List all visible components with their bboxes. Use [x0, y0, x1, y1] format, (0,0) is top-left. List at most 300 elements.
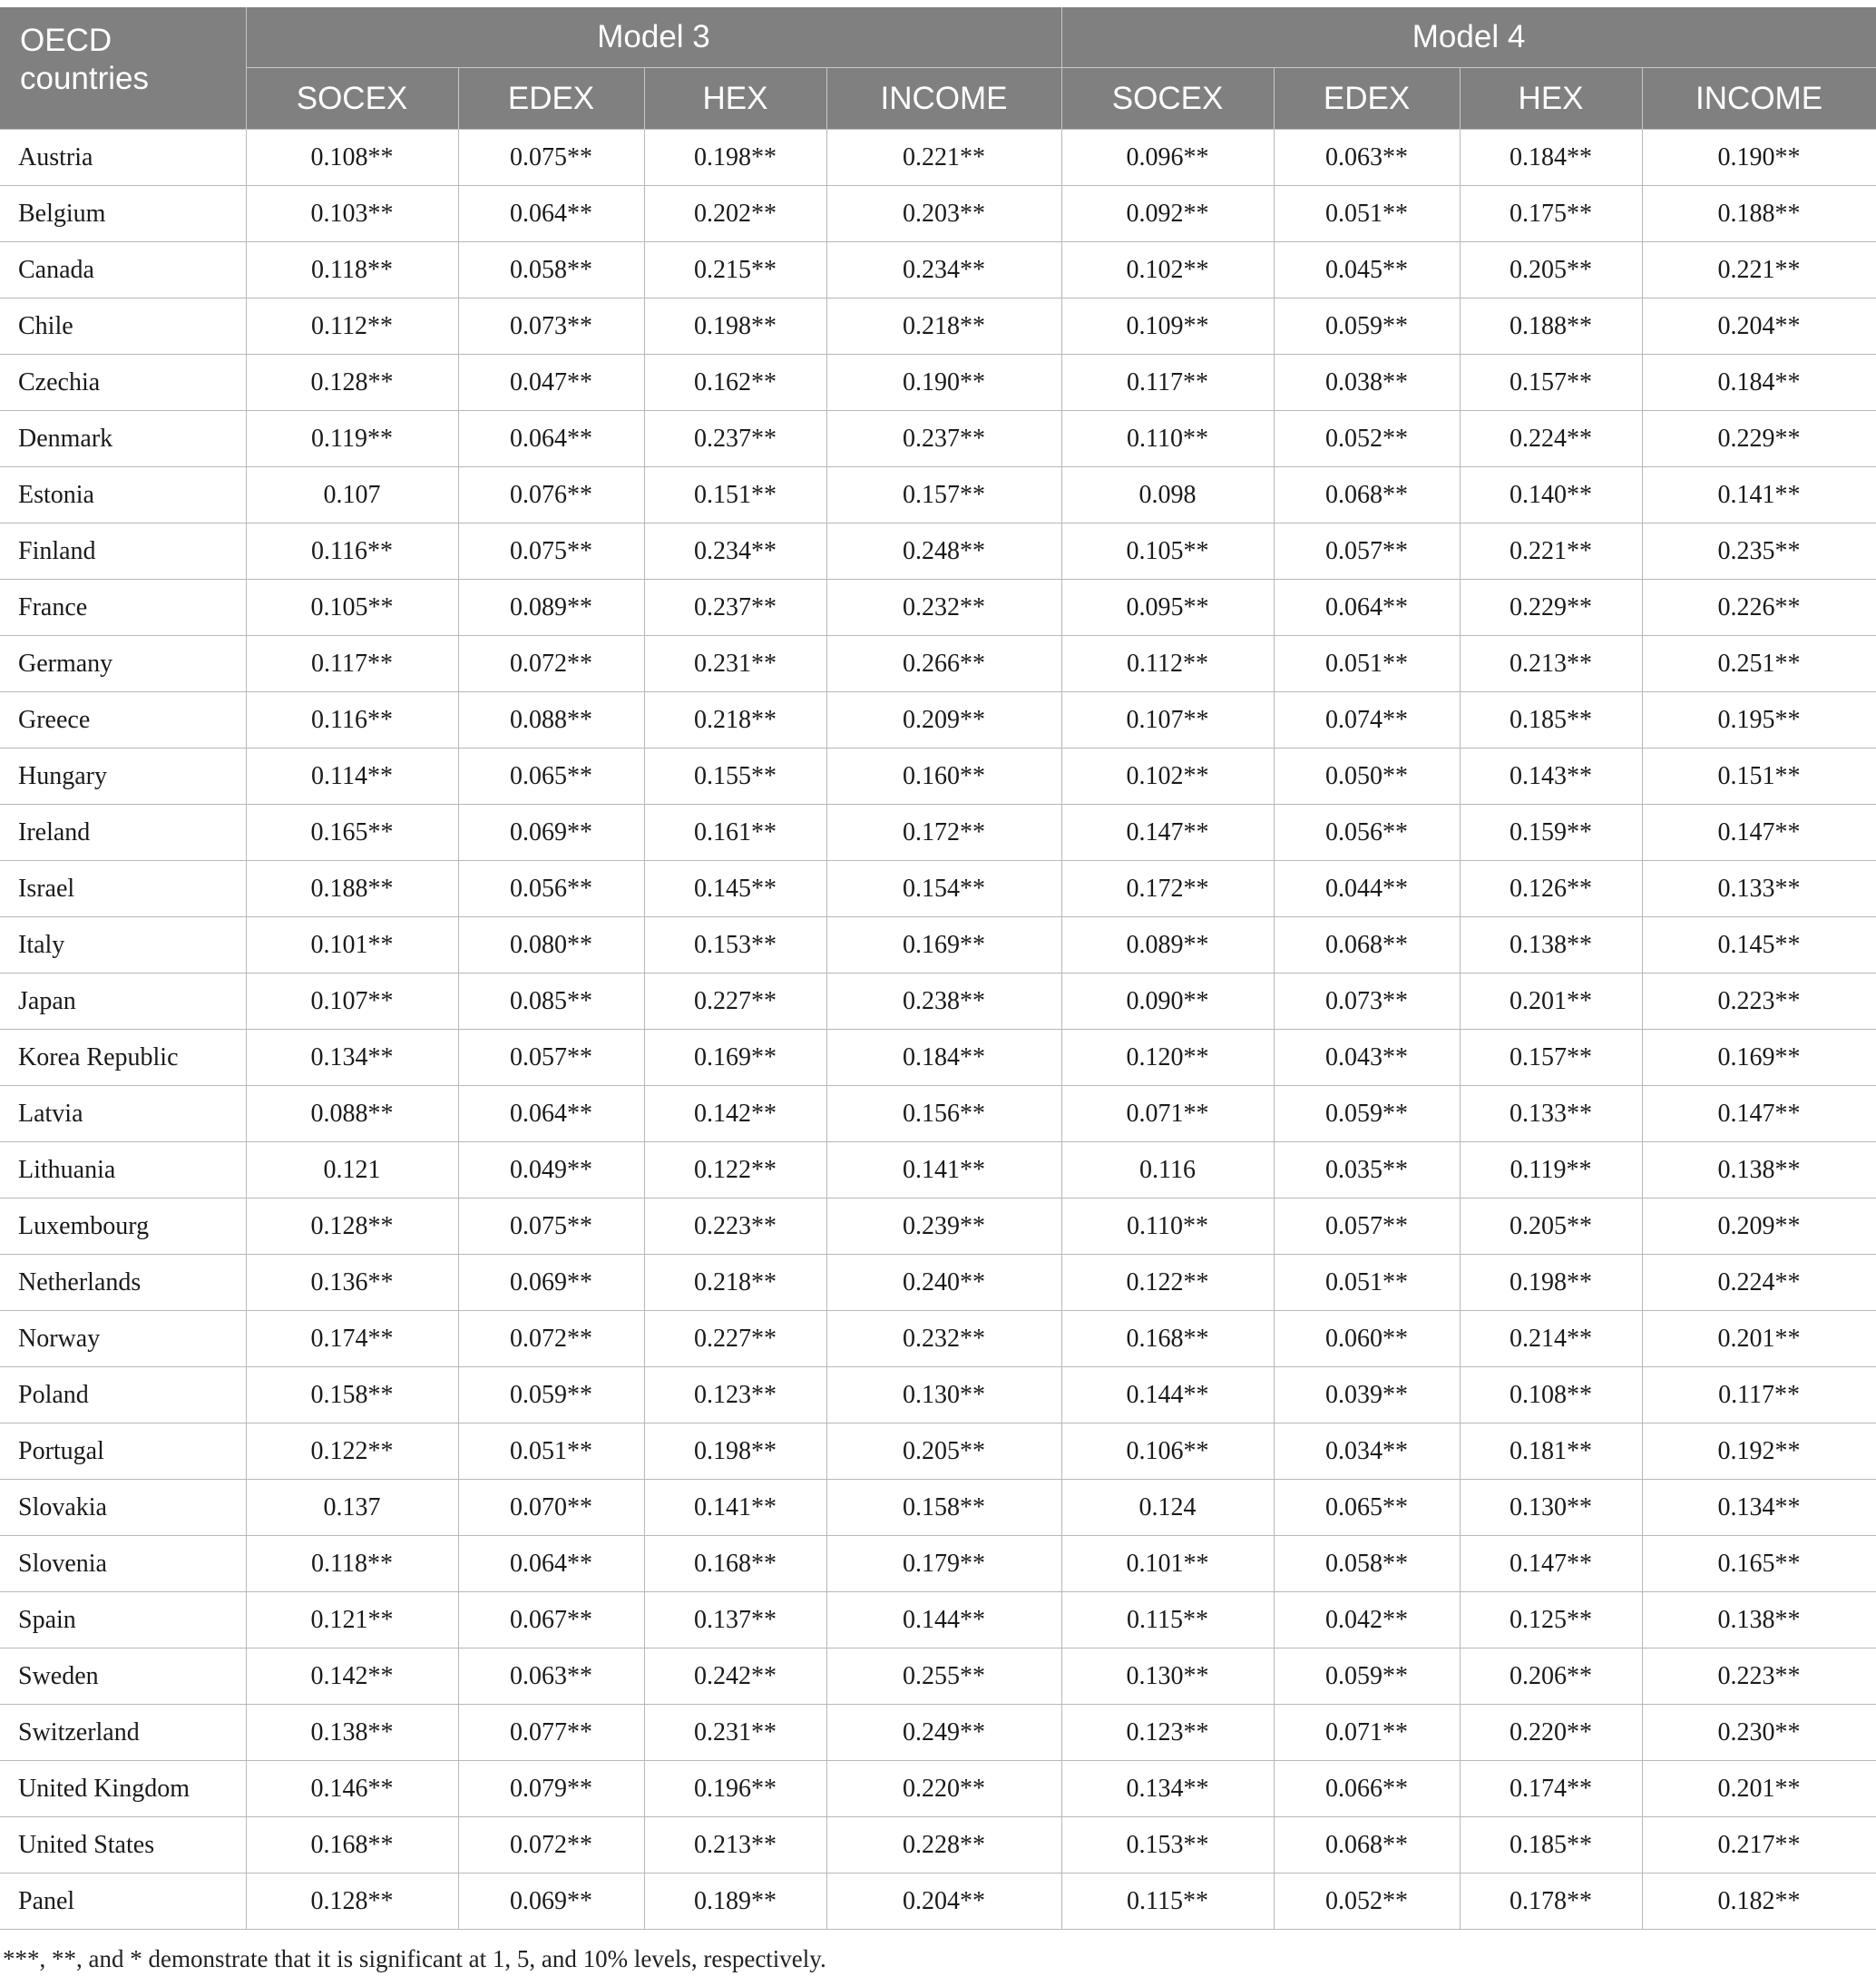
coefficient-cell: 0.039** [1274, 1367, 1460, 1423]
table-row [0, 636, 1876, 692]
coefficient-cell: 0.198** [644, 130, 826, 186]
coefficient-cell: 0.238** [826, 973, 1061, 1030]
coefficient-cell: 0.049** [458, 1142, 644, 1198]
coefficient-cell: 0.064** [458, 411, 644, 467]
coefficient-cell: 0.195** [1642, 692, 1876, 748]
table-row [0, 973, 1876, 1030]
table-row [0, 917, 1876, 973]
coefficient-cell: 0.068** [1274, 1817, 1460, 1873]
coefficient-cell: 0.242** [644, 1648, 826, 1705]
coefficient-cell: 0.058** [1274, 1536, 1460, 1592]
coefficient-cell: 0.248** [826, 523, 1061, 580]
column-header: EDEX [1274, 68, 1460, 130]
coefficient-cell: 0.090** [1061, 973, 1274, 1030]
coefficient-cell: 0.117** [1061, 355, 1274, 411]
coefficient-cell: 0.218** [644, 1255, 826, 1311]
coefficient-cell: 0.035** [1274, 1142, 1460, 1198]
table-body [0, 130, 1876, 1930]
coefficient-cell: 0.085** [458, 973, 644, 1030]
coefficient-cell: 0.162** [644, 355, 826, 411]
coefficient-cell: 0.154** [826, 861, 1061, 917]
coefficient-cell: 0.224** [1642, 1255, 1876, 1311]
coefficient-cell: 0.156** [826, 1086, 1061, 1142]
coefficient-cell: 0.076** [458, 467, 644, 523]
country-cell: Netherlands [0, 1255, 246, 1311]
coefficient-cell: 0.105** [1061, 523, 1274, 580]
coefficient-cell: 0.117** [1642, 1367, 1876, 1423]
coefficient-cell: 0.065** [458, 748, 644, 805]
country-cell: Lithuania [0, 1142, 246, 1198]
column-header: HEX [644, 68, 826, 130]
coefficient-cell: 0.204** [1642, 298, 1876, 355]
coefficient-cell: 0.056** [1274, 805, 1460, 861]
table-row [0, 1648, 1876, 1705]
coefficient-cell: 0.134** [1061, 1761, 1274, 1817]
country-cell: Estonia [0, 467, 246, 523]
coefficient-cell: 0.052** [1274, 1873, 1460, 1930]
coefficient-cell: 0.251** [1642, 636, 1876, 692]
coefficient-cell: 0.110** [1061, 1198, 1274, 1255]
country-cell: Austria [0, 130, 246, 186]
coefficient-cell: 0.115** [1061, 1873, 1274, 1930]
coefficient-cell: 0.237** [644, 411, 826, 467]
coefficient-cell: 0.059** [1274, 1086, 1460, 1142]
coefficient-cell: 0.128** [246, 1873, 458, 1930]
country-cell: Korea Republic [0, 1030, 246, 1086]
coefficient-cell: 0.056** [458, 861, 644, 917]
coefficient-cell: 0.188** [246, 861, 458, 917]
column-header: EDEX [458, 68, 644, 130]
coefficient-cell: 0.072** [458, 636, 644, 692]
coefficient-cell: 0.223** [1642, 1648, 1876, 1705]
coefficient-cell: 0.114** [246, 748, 458, 805]
coefficient-cell: 0.205** [1460, 1198, 1642, 1255]
table-row [0, 748, 1876, 805]
coefficient-cell: 0.159** [1460, 805, 1642, 861]
coefficient-cell: 0.184** [826, 1030, 1061, 1086]
coefficient-cell: 0.051** [1274, 636, 1460, 692]
table-row [0, 1761, 1876, 1817]
coefficient-cell: 0.058** [458, 242, 644, 298]
coefficient-cell: 0.190** [1642, 130, 1876, 186]
coefficient-cell: 0.073** [458, 298, 644, 355]
corner-header-line-2: countries [20, 61, 150, 96]
table-row [0, 1086, 1876, 1142]
country-cell: Poland [0, 1367, 246, 1423]
coefficient-cell: 0.095** [1061, 580, 1274, 636]
table-row [0, 1705, 1876, 1761]
coefficient-cell: 0.102** [1061, 748, 1274, 805]
coefficient-cell: 0.107** [246, 973, 458, 1030]
coefficient-cell: 0.232** [826, 1311, 1061, 1367]
coefficient-cell: 0.116** [246, 692, 458, 748]
country-cell: Ireland [0, 805, 246, 861]
coefficient-cell: 0.213** [644, 1817, 826, 1873]
coefficient-cell: 0.181** [1460, 1423, 1642, 1480]
coefficient-cell: 0.169** [1642, 1030, 1876, 1086]
coefficient-cell: 0.043** [1274, 1030, 1460, 1086]
coefficient-cell: 0.196** [644, 1761, 826, 1817]
coefficient-cell: 0.121** [246, 1592, 458, 1648]
coefficient-cell: 0.057** [458, 1030, 644, 1086]
column-header: INCOME [1642, 68, 1876, 130]
coefficient-cell: 0.050** [1274, 748, 1460, 805]
coefficient-cell: 0.174** [246, 1311, 458, 1367]
coefficient-cell: 0.188** [1460, 298, 1642, 355]
coefficient-cell: 0.079** [458, 1761, 644, 1817]
coefficient-cell: 0.188** [1642, 186, 1876, 242]
coefficient-cell: 0.155** [644, 748, 826, 805]
column-header: INCOME [826, 68, 1061, 130]
coefficient-cell: 0.198** [644, 298, 826, 355]
table-row [0, 411, 1876, 467]
coefficient-cell: 0.060** [1274, 1311, 1460, 1367]
coefficient-cell: 0.214** [1460, 1311, 1642, 1367]
coefficient-cell: 0.145** [1642, 917, 1876, 973]
country-cell: Belgium [0, 186, 246, 242]
coefficient-cell: 0.089** [458, 580, 644, 636]
coefficient-cell: 0.168** [644, 1536, 826, 1592]
corner-header [0, 7, 246, 130]
coefficient-cell: 0.161** [644, 805, 826, 861]
coefficient-cell: 0.112** [1061, 636, 1274, 692]
group-header-model-3: Model 3 [246, 7, 1061, 68]
coefficient-cell: 0.231** [644, 1705, 826, 1761]
coefficient-cell: 0.070** [458, 1480, 644, 1536]
country-cell: France [0, 580, 246, 636]
coefficient-cell: 0.051** [1274, 186, 1460, 242]
coefficient-cell: 0.168** [1061, 1311, 1274, 1367]
coefficient-cell: 0.198** [1460, 1255, 1642, 1311]
table-row [0, 692, 1876, 748]
coefficient-cell: 0.134** [246, 1030, 458, 1086]
coefficient-cell: 0.141** [644, 1480, 826, 1536]
coefficient-cell: 0.160** [826, 748, 1061, 805]
coefficient-cell: 0.059** [1274, 1648, 1460, 1705]
coefficient-cell: 0.080** [458, 917, 644, 973]
coefficient-cell: 0.201** [1460, 973, 1642, 1030]
coefficient-cell: 0.227** [644, 1311, 826, 1367]
coefficient-cell: 0.064** [458, 186, 644, 242]
coefficient-cell: 0.202** [644, 186, 826, 242]
coefficient-cell: 0.133** [1642, 861, 1876, 917]
country-cell: Luxembourg [0, 1198, 246, 1255]
coefficient-cell: 0.047** [458, 355, 644, 411]
coefficient-cell: 0.044** [1274, 861, 1460, 917]
coefficient-cell: 0.126** [1460, 861, 1642, 917]
coefficient-cell: 0.215** [644, 242, 826, 298]
coefficient-cell: 0.138** [1460, 917, 1642, 973]
coefficient-cell: 0.203** [826, 186, 1061, 242]
coefficient-cell: 0.190** [826, 355, 1061, 411]
coefficient-cell: 0.137 [246, 1480, 458, 1536]
coefficient-cell: 0.213** [1460, 636, 1642, 692]
coefficient-cell: 0.115** [1061, 1592, 1274, 1648]
country-cell: Canada [0, 242, 246, 298]
coefficient-cell: 0.237** [644, 580, 826, 636]
coefficient-cell: 0.051** [458, 1423, 644, 1480]
coefficient-cell: 0.123** [1061, 1705, 1274, 1761]
country-cell: Germany [0, 636, 246, 692]
coefficient-cell: 0.138** [1642, 1142, 1876, 1198]
coefficient-cell: 0.122** [644, 1142, 826, 1198]
table-row [0, 861, 1876, 917]
coefficient-cell: 0.063** [458, 1648, 644, 1705]
table-row [0, 1367, 1876, 1423]
coefficient-cell: 0.209** [826, 692, 1061, 748]
table-row [0, 805, 1876, 861]
table-row [0, 186, 1876, 242]
coefficient-cell: 0.109** [1061, 298, 1274, 355]
coefficient-cell: 0.185** [1460, 1817, 1642, 1873]
coefficient-cell: 0.168** [246, 1817, 458, 1873]
coefficient-cell: 0.133** [1460, 1086, 1642, 1142]
coefficient-cell: 0.141** [826, 1142, 1061, 1198]
coefficient-cell: 0.128** [246, 355, 458, 411]
coefficient-cell: 0.174** [1460, 1761, 1642, 1817]
coefficient-cell: 0.067** [458, 1592, 644, 1648]
coefficient-cell: 0.069** [458, 1255, 644, 1311]
coefficient-cell: 0.234** [826, 242, 1061, 298]
coefficient-cell: 0.221** [1642, 242, 1876, 298]
country-cell: Israel [0, 861, 246, 917]
coefficient-cell: 0.206** [1460, 1648, 1642, 1705]
coefficient-cell: 0.158** [246, 1367, 458, 1423]
coefficient-cell: 0.220** [1460, 1705, 1642, 1761]
table-row [0, 1311, 1876, 1367]
coefficient-cell: 0.137** [644, 1592, 826, 1648]
coefficient-cell: 0.072** [458, 1311, 644, 1367]
country-cell: Switzerland [0, 1705, 246, 1761]
coefficient-cell: 0.112** [246, 298, 458, 355]
coefficient-cell: 0.151** [1642, 748, 1876, 805]
coefficient-cell: 0.051** [1274, 1255, 1460, 1311]
coefficient-cell: 0.138** [1642, 1592, 1876, 1648]
coefficient-cell: 0.064** [458, 1086, 644, 1142]
coefficient-cell: 0.239** [826, 1198, 1061, 1255]
coefficient-cell: 0.123** [644, 1367, 826, 1423]
coefficient-cell: 0.068** [1274, 917, 1460, 973]
coefficient-cell: 0.220** [826, 1761, 1061, 1817]
results-table [0, 7, 1876, 1930]
coefficient-cell: 0.224** [1460, 411, 1642, 467]
coefficient-cell: 0.108** [246, 130, 458, 186]
coefficient-cell: 0.052** [1274, 411, 1460, 467]
coefficient-cell: 0.045** [1274, 242, 1460, 298]
group-header-model-4: Model 4 [1061, 7, 1876, 68]
country-cell: United Kingdom [0, 1761, 246, 1817]
coefficient-cell: 0.179** [826, 1536, 1061, 1592]
coefficient-cell: 0.075** [458, 130, 644, 186]
coefficient-cell: 0.059** [458, 1367, 644, 1423]
coefficient-cell: 0.059** [1274, 298, 1460, 355]
coefficient-cell: 0.226** [1642, 580, 1876, 636]
coefficient-cell: 0.147** [1642, 805, 1876, 861]
country-cell: Greece [0, 692, 246, 748]
coefficient-cell: 0.205** [826, 1423, 1061, 1480]
country-cell: Spain [0, 1592, 246, 1648]
coefficient-cell: 0.192** [1642, 1423, 1876, 1480]
coefficient-cell: 0.119** [1460, 1142, 1642, 1198]
coefficient-cell: 0.034** [1274, 1423, 1460, 1480]
table-row [0, 242, 1876, 298]
coefficient-cell: 0.240** [826, 1255, 1061, 1311]
table-row [0, 1423, 1876, 1480]
table-footnote: ***, **, and * demonstrate that it is significant at 1, 5, and 10% levels, respectively. [3, 1945, 826, 1972]
coefficient-cell: 0.249** [826, 1705, 1061, 1761]
coefficient-cell: 0.101** [1061, 1536, 1274, 1592]
coefficient-cell: 0.182** [1642, 1873, 1876, 1930]
coefficient-cell: 0.072** [458, 1817, 644, 1873]
coefficient-cell: 0.169** [826, 917, 1061, 973]
coefficient-cell: 0.201** [1642, 1311, 1876, 1367]
coefficient-cell: 0.063** [1274, 130, 1460, 186]
coefficient-cell: 0.075** [458, 1198, 644, 1255]
coefficient-cell: 0.221** [826, 130, 1061, 186]
coefficient-cell: 0.184** [1642, 355, 1876, 411]
country-cell: Latvia [0, 1086, 246, 1142]
coefficient-cell: 0.069** [458, 1873, 644, 1930]
coefficient-cell: 0.119** [246, 411, 458, 467]
table-row [0, 1030, 1876, 1086]
coefficient-cell: 0.175** [1460, 186, 1642, 242]
coefficient-cell: 0.136** [246, 1255, 458, 1311]
coefficient-cell: 0.231** [644, 636, 826, 692]
table-row [0, 1142, 1876, 1198]
coefficient-cell: 0.223** [644, 1198, 826, 1255]
coefficient-cell: 0.098 [1061, 467, 1274, 523]
coefficient-cell: 0.145** [644, 861, 826, 917]
coefficient-cell: 0.068** [1274, 467, 1460, 523]
coefficient-cell: 0.130** [826, 1367, 1061, 1423]
country-cell: Italy [0, 917, 246, 973]
coefficient-cell: 0.122** [246, 1423, 458, 1480]
coefficient-cell: 0.144** [1061, 1367, 1274, 1423]
coefficient-cell: 0.218** [644, 692, 826, 748]
coefficient-cell: 0.184** [1460, 130, 1642, 186]
coefficient-cell: 0.198** [644, 1423, 826, 1480]
coefficient-cell: 0.172** [826, 805, 1061, 861]
column-header: SOCEX [246, 68, 458, 130]
coefficient-cell: 0.125** [1460, 1592, 1642, 1648]
coefficient-cell: 0.165** [246, 805, 458, 861]
coefficient-cell: 0.071** [1274, 1705, 1460, 1761]
table-row [0, 298, 1876, 355]
coefficient-cell: 0.201** [1642, 1761, 1876, 1817]
coefficient-cell: 0.069** [458, 805, 644, 861]
table-row [0, 355, 1876, 411]
coefficient-cell: 0.071** [1061, 1086, 1274, 1142]
table-row [0, 1536, 1876, 1592]
coefficient-cell: 0.096** [1061, 130, 1274, 186]
coefficient-cell: 0.138** [246, 1705, 458, 1761]
coefficient-cell: 0.204** [826, 1873, 1061, 1930]
coefficient-cell: 0.108** [1460, 1367, 1642, 1423]
coefficient-cell: 0.158** [826, 1480, 1061, 1536]
coefficient-cell: 0.147** [1061, 805, 1274, 861]
coefficient-cell: 0.232** [826, 580, 1061, 636]
coefficient-cell: 0.142** [644, 1086, 826, 1142]
coefficient-cell: 0.185** [1460, 692, 1642, 748]
table-row [0, 1817, 1876, 1873]
coefficient-cell: 0.101** [246, 917, 458, 973]
column-header: SOCEX [1061, 68, 1274, 130]
coefficient-cell: 0.142** [246, 1648, 458, 1705]
table-row [0, 523, 1876, 580]
coefficient-cell: 0.230** [1642, 1705, 1876, 1761]
coefficient-cell: 0.057** [1274, 523, 1460, 580]
coefficient-cell: 0.089** [1061, 917, 1274, 973]
table-row [0, 1198, 1876, 1255]
coefficient-cell: 0.134** [1642, 1480, 1876, 1536]
coefficient-cell: 0.151** [644, 467, 826, 523]
coefficient-cell: 0.229** [1460, 580, 1642, 636]
table-row [0, 130, 1876, 186]
coefficient-cell: 0.130** [1061, 1648, 1274, 1705]
coefficient-cell: 0.153** [644, 917, 826, 973]
coefficient-cell: 0.103** [246, 186, 458, 242]
coefficient-cell: 0.073** [1274, 973, 1460, 1030]
coefficient-cell: 0.124 [1061, 1480, 1274, 1536]
coefficient-cell: 0.165** [1642, 1536, 1876, 1592]
coefficient-cell: 0.038** [1274, 355, 1460, 411]
coefficient-cell: 0.118** [246, 242, 458, 298]
coefficient-cell: 0.074** [1274, 692, 1460, 748]
coefficient-cell: 0.092** [1061, 186, 1274, 242]
coefficient-cell: 0.223** [1642, 973, 1876, 1030]
country-cell: Norway [0, 1311, 246, 1367]
country-cell: Slovenia [0, 1536, 246, 1592]
coefficient-cell: 0.116 [1061, 1142, 1274, 1198]
country-cell: Hungary [0, 748, 246, 805]
coefficient-cell: 0.235** [1642, 523, 1876, 580]
coefficient-cell: 0.130** [1460, 1480, 1642, 1536]
country-cell: Portugal [0, 1423, 246, 1480]
coefficient-cell: 0.157** [1460, 1030, 1642, 1086]
coefficient-cell: 0.117** [246, 636, 458, 692]
country-cell: United States [0, 1817, 246, 1873]
coefficient-cell: 0.205** [1460, 242, 1642, 298]
coefficient-cell: 0.118** [246, 1536, 458, 1592]
table-header [0, 7, 1876, 130]
coefficient-cell: 0.153** [1061, 1817, 1274, 1873]
coefficient-cell: 0.077** [458, 1705, 644, 1761]
table-row [0, 1255, 1876, 1311]
coefficient-cell: 0.178** [1460, 1873, 1642, 1930]
coefficient-cell: 0.120** [1061, 1030, 1274, 1086]
coefficient-cell: 0.075** [458, 523, 644, 580]
coefficient-cell: 0.128** [246, 1198, 458, 1255]
country-cell: Denmark [0, 411, 246, 467]
country-cell: Czechia [0, 355, 246, 411]
coefficient-cell: 0.042** [1274, 1592, 1460, 1648]
coefficient-cell: 0.189** [644, 1873, 826, 1930]
header-row-variables [0, 68, 1876, 130]
coefficient-cell: 0.105** [246, 580, 458, 636]
coefficient-cell: 0.102** [1061, 242, 1274, 298]
coefficient-cell: 0.088** [458, 692, 644, 748]
coefficient-cell: 0.147** [1642, 1086, 1876, 1142]
coefficient-cell: 0.141** [1642, 467, 1876, 523]
table-row [0, 1480, 1876, 1536]
table-row [0, 1592, 1876, 1648]
coefficient-cell: 0.147** [1460, 1536, 1642, 1592]
coefficient-cell: 0.088** [246, 1086, 458, 1142]
coefficient-cell: 0.116** [246, 523, 458, 580]
table-row [0, 1873, 1876, 1930]
corner-header-line-1: OECD [20, 23, 112, 58]
coefficient-cell: 0.218** [826, 298, 1061, 355]
